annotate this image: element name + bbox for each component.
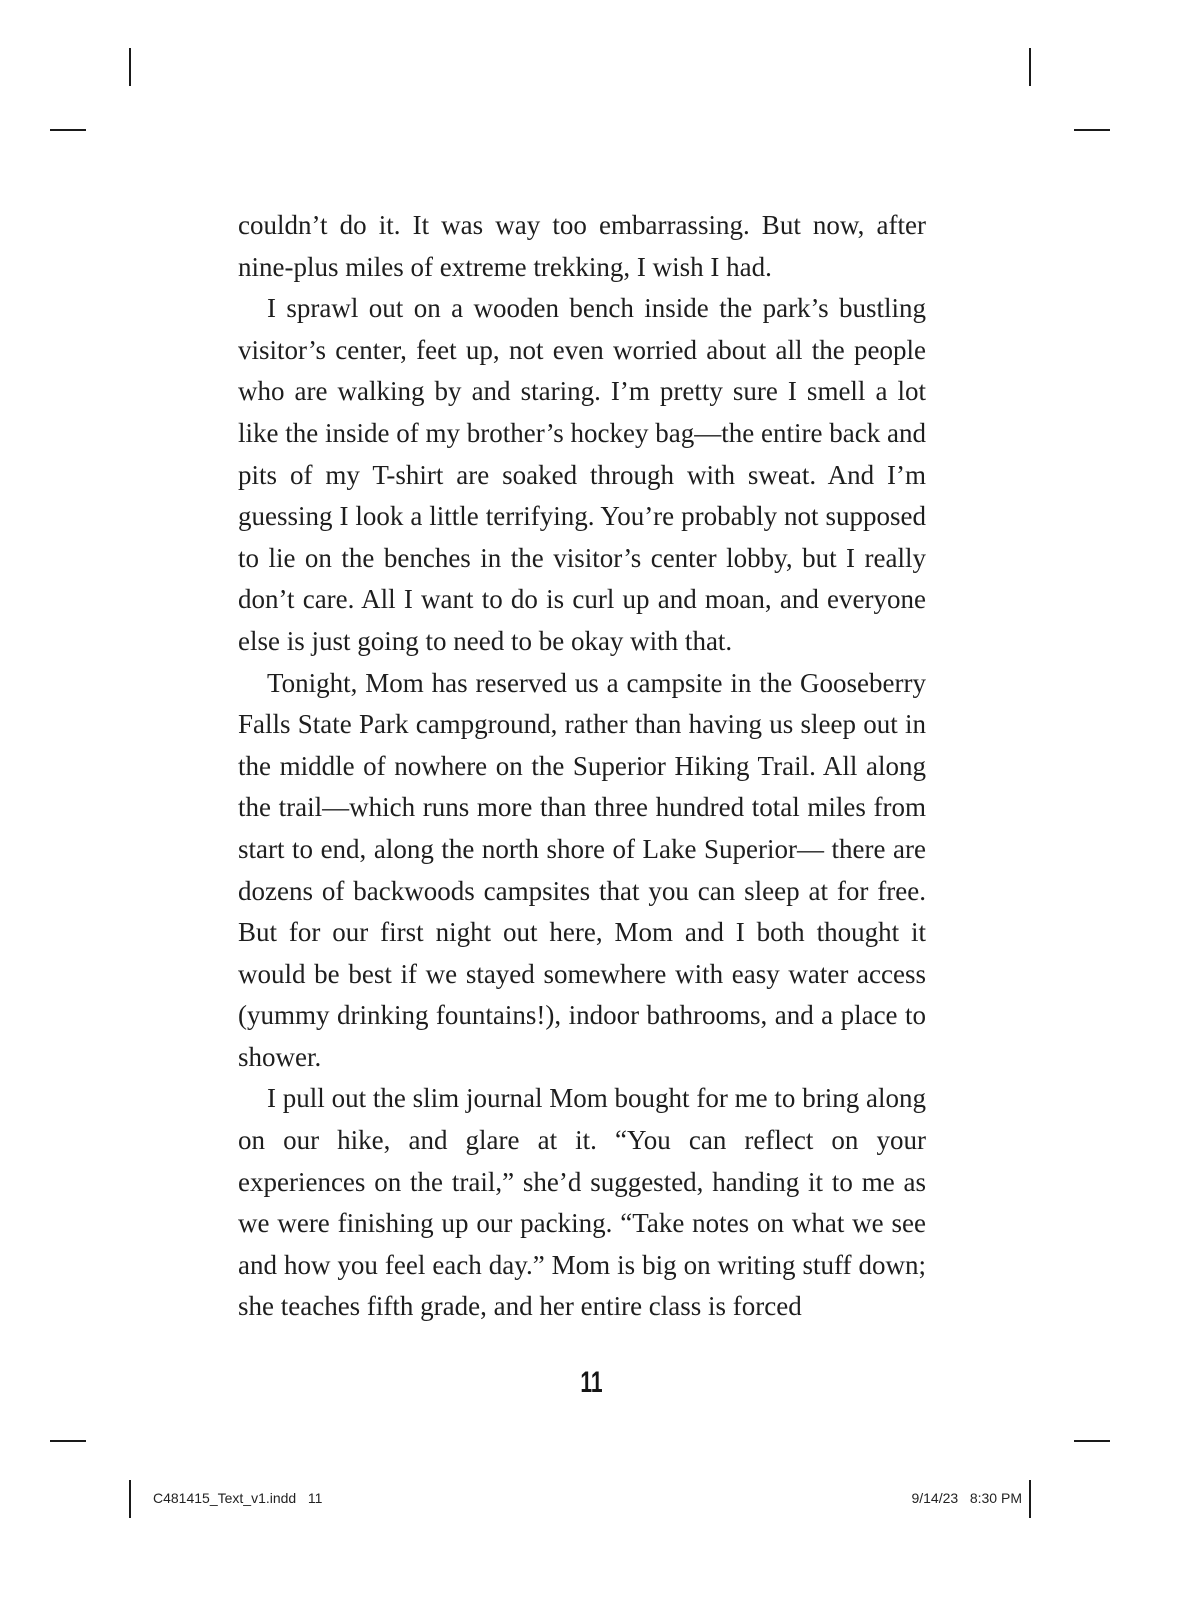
crop-mark-top-right-vertical — [1029, 48, 1031, 86]
slug-datetime: 9/14/23 8:30 PM — [911, 1490, 1022, 1506]
paragraph: I pull out the slim journal Mom bought for me to bring along on our hike, and glare at it. “You can reflect on your experiences on the trail,” she’d suggested, handing it to me as we were finishing up our packing. “Take notes on what we see and how you feel each day.” Mom is big on writing stuff down; she teaches fifth grade, and her entire class is forced — [238, 1083, 926, 1322]
crop-mark-bottom-right-horizontal — [1074, 1440, 1110, 1442]
page-number: 11 — [580, 1366, 603, 1399]
crop-mark-top-left-vertical — [129, 48, 131, 86]
crop-mark-bottom-right-vertical — [1029, 1480, 1031, 1518]
crop-mark-top-right-horizontal — [1074, 129, 1110, 131]
paragraph: I sprawl out on a wooden bench inside the park’s bustling visitor’s center, feet up, not even worried about all the people who are walking by and staring. I’m pretty sure I smell a lot like the inside of my brother’s hockey bag—the entire back and pits of my T-shirt are soaked through with sweat. And I’m guessing I look a little terrifying. You’re probably not supposed to lie on the benches in the visitor’s center lobby, but I really don’t care. All I want to do is curl up and moan, and everyone else is just going to need to be okay with that. — [238, 293, 926, 656]
crop-mark-top-left-horizontal — [50, 129, 86, 131]
paragraph: Tonight, Mom has reserved us a campsite in the Gooseberry Falls State Park campground, rather than having us sleep out in the middle of nowhere on the Superior Hiking Trail. All along the trail—which runs more than three hundred total miles from start to end, along the north shore of Lake Superior— there are dozens of backwoods campsites that you can sleep at for free. But for our first night out here, Mom and I both thought it would be best if we stayed somewhere with easy water access (yummy drinking fountains!), indoor bathrooms, and a place to shower. — [238, 667, 926, 1072]
slug-filename: C481415_Text_v1.indd 11 — [153, 1490, 323, 1506]
paragraph: couldn’t do it. It was way too embarrassing. But now, after nine-plus miles of extreme trekking, I wish I had. — [238, 210, 926, 282]
body-text — [238, 205, 926, 1328]
crop-mark-bottom-left-horizontal — [50, 1440, 86, 1442]
crop-mark-bottom-left-vertical — [129, 1480, 131, 1518]
